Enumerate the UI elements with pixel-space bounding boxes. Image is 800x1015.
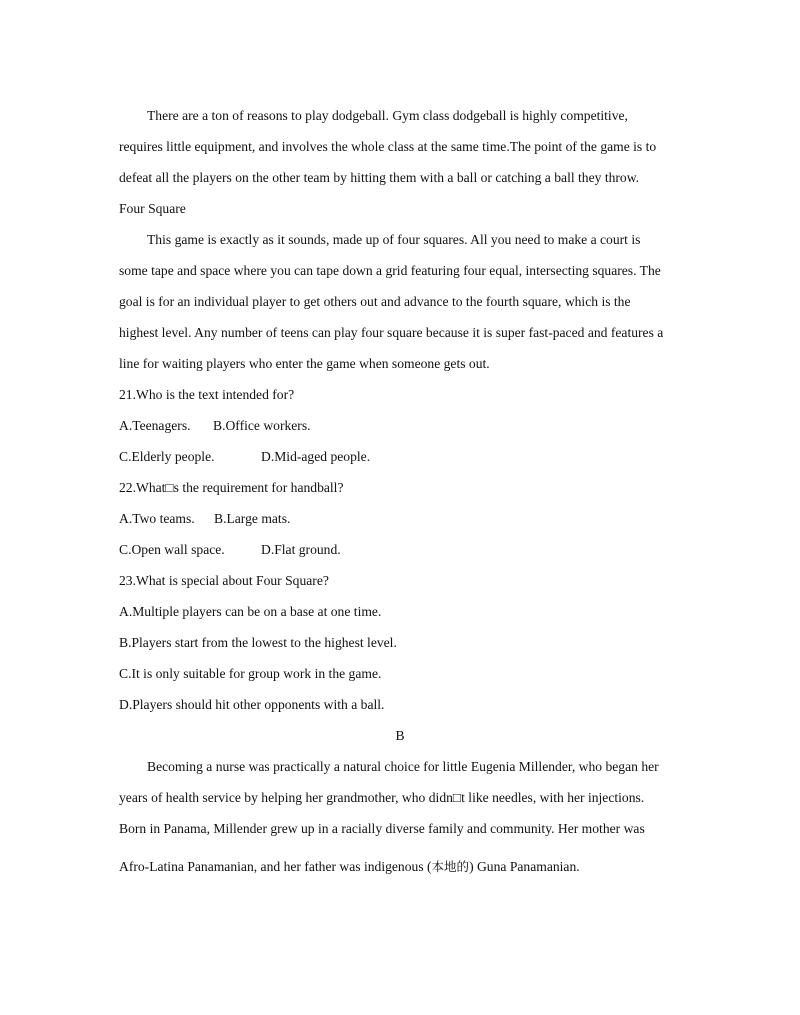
paragraph-line: goal is for an individual player to get others out and advance to the fourth square, which is the bbox=[119, 294, 631, 309]
q21-option-b: B.Office workers. bbox=[213, 418, 311, 433]
paragraph-line: Becoming a nurse was practically a natural choice for little Eugenia Millender, who began her bbox=[147, 759, 659, 774]
paragraph-line: Born in Panama, Millender grew up in a racially diverse family and community. Her mother was bbox=[119, 821, 645, 836]
paragraph-line: some tape and space where you can tape down a grid featuring four equal, intersecting squares. The bbox=[119, 263, 661, 278]
q21-option-d: D.Mid-aged people. bbox=[261, 449, 371, 464]
q23-option-c: C.It is only suitable for group work in the game. bbox=[119, 666, 382, 681]
question-22-stem: 22.What□s the requirement for handball? bbox=[119, 480, 344, 495]
paragraph-line: line for waiting players who enter the game when someone gets out. bbox=[119, 356, 490, 371]
paragraph-line: requires little equipment, and involves the whole class at the same time.The point of the game is to bbox=[119, 139, 657, 154]
q23-option-b: B.Players start from the lowest to the highest level. bbox=[119, 635, 397, 650]
paragraph-line bbox=[119, 858, 580, 876]
question-23-stem: 23.What is special about Four Square? bbox=[119, 573, 329, 588]
q21-option-a: A.Teenagers. bbox=[119, 418, 191, 433]
paragraph-line: There are a ton of reasons to play dodgeball. Gym class dodgeball is highly competitive, bbox=[147, 108, 628, 123]
section-label: B bbox=[395, 728, 405, 743]
q22-option-c: C.Open wall space. bbox=[119, 542, 225, 557]
paragraph-line: defeat all the players on the other team by hitting them with a ball or catching a ball they throw. bbox=[119, 170, 640, 185]
q22-option-d: D.Flat ground. bbox=[261, 542, 341, 557]
q22-option-b: B.Large mats. bbox=[214, 511, 291, 526]
q23-option-d: D.Players should hit other opponents with a ball. bbox=[119, 697, 385, 712]
chinese-gloss: 本地的 bbox=[431, 859, 470, 874]
q22-option-a: A.Two teams. bbox=[119, 511, 195, 526]
q21-option-c: C.Elderly people. bbox=[119, 449, 215, 464]
text-run: Afro-Latina Panamanian, and her father was indigenous ( bbox=[119, 859, 432, 874]
paragraph-line: years of health service by helping her grandmother, who didn□t like needles, with her injections. bbox=[119, 790, 645, 805]
paragraph-line: highest level. Any number of teens can play four square because it is super fast-paced and features a bbox=[119, 325, 664, 340]
text-run: ) Guna Panamanian. bbox=[469, 859, 580, 874]
question-21-stem: 21.Who is the text intended for? bbox=[119, 387, 295, 402]
paragraph-line: This game is exactly as it sounds, made up of four squares. All you need to make a court is bbox=[147, 232, 641, 247]
section-heading: Four Square bbox=[119, 201, 186, 216]
q23-option-a: A.Multiple players can be on a base at one time. bbox=[119, 604, 382, 619]
